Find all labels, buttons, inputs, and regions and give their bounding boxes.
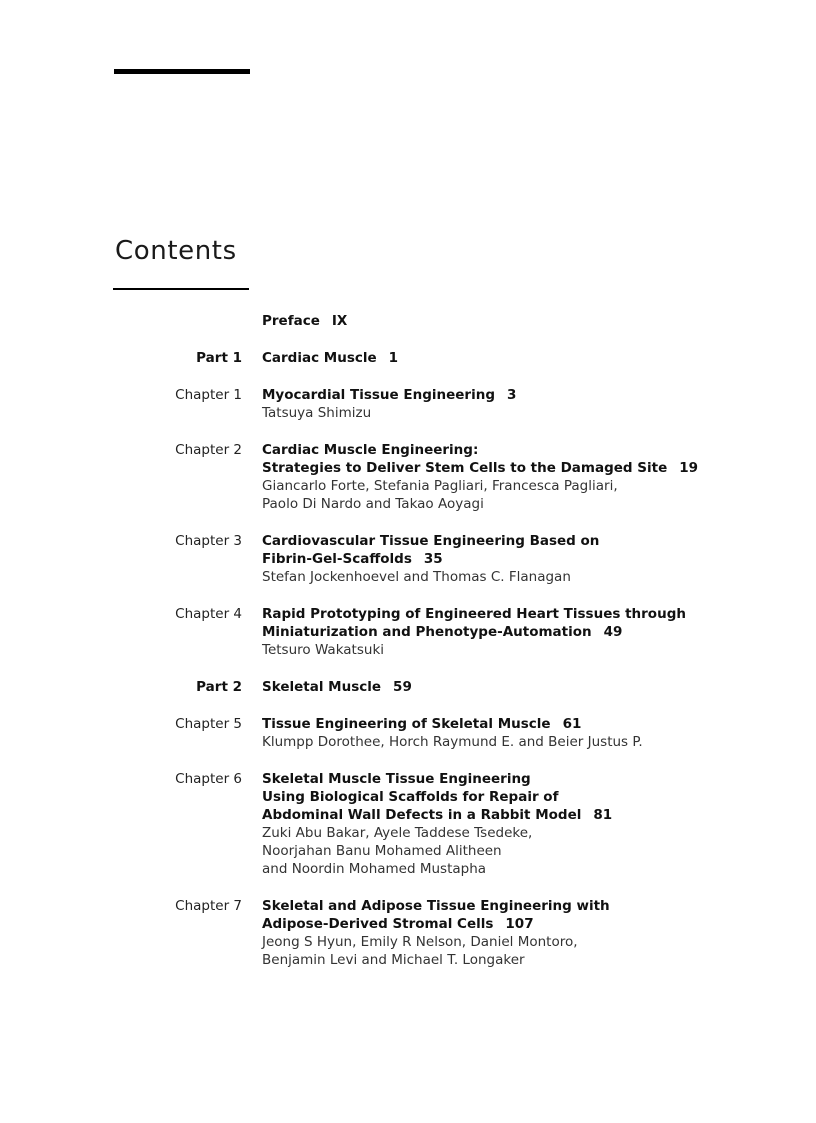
toc-entry-author-line: Jeong S Hyun, Emily R Nelson, Daniel Montoro,: [262, 934, 578, 950]
toc-entry-label: Chapter 1: [175, 387, 242, 403]
toc-entry-title-line[interactable]: [262, 605, 802, 623]
toc-entry-body: [262, 605, 802, 659]
toc-entry-label: Chapter 5: [175, 716, 242, 732]
toc-entry-title-text: Skeletal Muscle: [262, 679, 382, 695]
toc-entry-title-line[interactable]: [262, 788, 802, 806]
toc-entry-author-line: Zuki Abu Bakar, Ayele Taddese Tsedeke,: [262, 825, 533, 841]
toc-entry-body: [262, 770, 802, 878]
toc-entry-label: Chapter 6: [175, 771, 242, 787]
toc-entry-chapter[interactable]: [0, 386, 816, 422]
title-underline-rule: [113, 288, 249, 290]
toc-entry-body: [262, 441, 802, 513]
entry-spacer: [0, 696, 816, 715]
toc-entry-title-text: Tissue Engineering of Skeletal Muscle: [262, 716, 551, 732]
toc-entry-label: Chapter 3: [175, 533, 242, 549]
toc-entry-author-line: Giancarlo Forte, Stefania Pagliari, Francesca Pagliari,: [262, 478, 618, 494]
entry-spacer: [0, 659, 816, 678]
toc-entry-author-line: Benjamin Levi and Michael T. Longaker: [262, 952, 525, 968]
toc-entry-author-line: Paolo Di Nardo and Takao Aoyagi: [262, 496, 484, 512]
toc-entry-title-text: Cardiac Muscle Engineering:: [262, 442, 479, 458]
toc-entry-author-line: Klumpp Dorothee, Horch Raymund E. and Beier Justus P.: [262, 734, 643, 750]
toc-entry-title-text: Cardiac Muscle: [262, 350, 377, 366]
toc-entry-title-line[interactable]: [262, 770, 802, 788]
toc-entry-title-line[interactable]: [262, 915, 802, 933]
toc-entry-title-text: Adipose-Derived Stromal Cells: [262, 916, 494, 932]
toc-entry-page-number[interactable]: 59: [393, 679, 412, 695]
toc-entry-title-line[interactable]: [262, 312, 802, 330]
toc-entry-title-text: Strategies to Deliver Stem Cells to the Damaged Site: [262, 460, 668, 476]
toc-entry-title-line[interactable]: [262, 349, 802, 367]
page-title: Contents: [115, 236, 237, 266]
toc-entry-title-line[interactable]: [262, 386, 802, 404]
toc-entry-chapter[interactable]: [0, 897, 816, 969]
entry-spacer: [0, 422, 816, 441]
toc-entry-page-number[interactable]: 107: [505, 916, 534, 932]
toc-entry-title-line[interactable]: [262, 459, 802, 477]
toc-entry-title-line[interactable]: [262, 441, 802, 459]
toc-entry-title-text: Abdominal Wall Defects in a Rabbit Model: [262, 807, 582, 823]
toc-entry-page-number[interactable]: 3: [507, 387, 517, 403]
toc-entry-label: Chapter 2: [175, 442, 242, 458]
toc-entry-title-text: Fibrin-Gel-Scaffolds: [262, 551, 412, 567]
toc-entry-author-line: Noorjahan Banu Mohamed Alitheen: [262, 843, 502, 859]
toc-entry-page-number[interactable]: 49: [603, 624, 623, 640]
toc-entry-title-text: Cardiovascular Tissue Engineering Based on: [262, 533, 600, 549]
toc-entry-title-line[interactable]: [262, 678, 802, 696]
toc-entry-title-text: Preface: [262, 313, 320, 329]
toc-entry-part[interactable]: [0, 678, 816, 696]
toc-entry-title-line[interactable]: [262, 532, 802, 550]
toc-entry-chapter[interactable]: [0, 715, 816, 751]
entry-spacer: [0, 878, 816, 897]
toc-entry-author-line: and Noordin Mohamed Mustapha: [262, 861, 487, 877]
entry-spacer: [0, 513, 816, 532]
toc-entry-body: [262, 349, 802, 367]
toc-entry-title-text: Rapid Prototyping of Engineered Heart Tissues through: [262, 606, 686, 622]
toc-entry-title-line[interactable]: [262, 550, 802, 568]
toc-entry-body: [262, 678, 802, 696]
entry-spacer: [0, 751, 816, 770]
toc-entry-title-text: Miniaturization and Phenotype-Automation: [262, 624, 592, 640]
entry-spacer: [0, 586, 816, 605]
toc-entry-title-line[interactable]: [262, 806, 802, 824]
toc-entry-page-number[interactable]: 35: [423, 551, 443, 567]
toc-entry-body: [262, 897, 802, 969]
top-decorative-rule: [114, 69, 250, 74]
toc-entry-page-number[interactable]: IX: [331, 313, 348, 329]
toc-entry-label: Part 2: [196, 679, 242, 695]
toc-entry-chapter[interactable]: [0, 770, 816, 878]
toc-entry-title-text: Myocardial Tissue Engineering: [262, 387, 495, 403]
toc-entry-page-number[interactable]: 1: [388, 350, 399, 366]
toc-entry-title-text: Skeletal and Adipose Tissue Engineering with: [262, 898, 610, 914]
toc-entry-title-text: Skeletal Muscle Tissue Engineering: [262, 771, 531, 787]
toc-entry-page-number[interactable]: 19: [679, 460, 699, 476]
toc-entry-title-line[interactable]: [262, 623, 802, 641]
toc-entry-label: Chapter 7: [175, 898, 242, 914]
toc-entry-author-line: Tetsuro Wakatsuki: [262, 642, 385, 658]
toc-entry-body: [262, 532, 802, 586]
toc-entry-author-line: Tatsuya Shimizu: [262, 405, 372, 421]
toc-entry-page-number[interactable]: 61: [562, 716, 582, 732]
toc-entry-body: [262, 715, 802, 751]
toc-entry-title-line[interactable]: [262, 715, 802, 733]
table-of-contents: [0, 312, 816, 969]
toc-entry-body: [262, 312, 802, 330]
toc-entry-label: Part 1: [196, 350, 242, 366]
toc-entry-chapter[interactable]: [0, 605, 816, 659]
entry-spacer: [0, 330, 816, 349]
toc-entry-title-text: Using Biological Scaffolds for Repair of: [262, 789, 559, 805]
entry-spacer: [0, 367, 816, 386]
toc-entry-page-number[interactable]: 81: [593, 807, 613, 823]
toc-entry-chapter[interactable]: [0, 441, 816, 513]
toc-entry-label: Chapter 4: [175, 606, 242, 622]
toc-entry-part[interactable]: [0, 349, 816, 367]
toc-entry-title-line[interactable]: [262, 897, 802, 915]
toc-entry-author-line: Stefan Jockenhoevel and Thomas C. Flanagan: [262, 569, 571, 585]
toc-entry-front[interactable]: [0, 312, 816, 330]
toc-entry-chapter[interactable]: [0, 532, 816, 586]
toc-entry-body: [262, 386, 802, 422]
